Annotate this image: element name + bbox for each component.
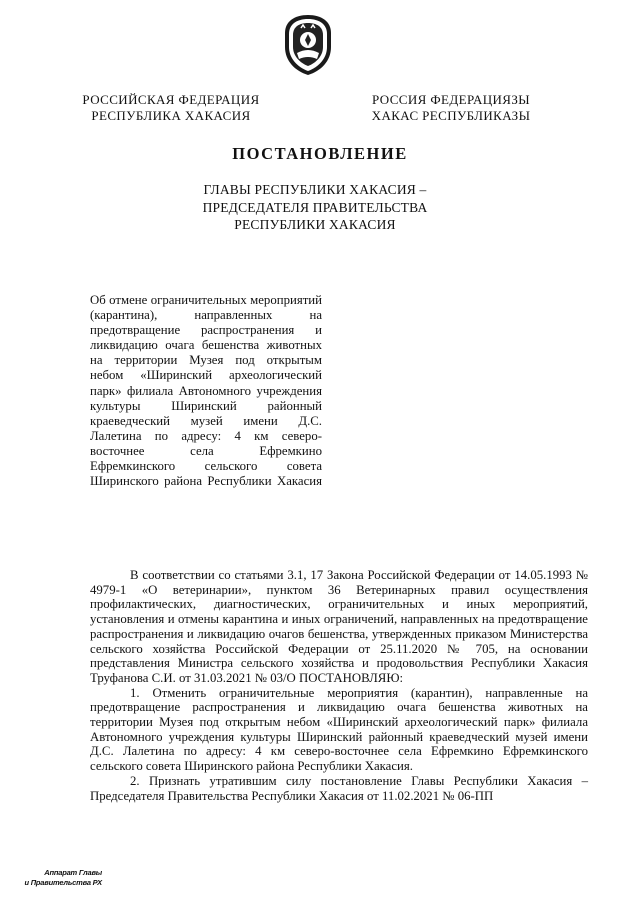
paragraph-item-2: 2. Признать утратившим силу постановление Главы Республики Хакасия – Председателя Правительства Республики Хакасия от 11.02.2021 № 06-ПП xyxy=(90,773,588,803)
header-right-line-1: РОССИЯ ФЕДЕРАЦИЯЗЫ xyxy=(371,92,531,107)
stamp-line-1: Аппарат Главы xyxy=(44,868,102,877)
subtitle-line-1: ГЛАВЫ РЕСПУБЛИКИ ХАКАСИЯ – xyxy=(203,182,427,197)
document-body xyxy=(90,568,588,803)
paragraph-preamble: В соответствии со статьями 3.1, 17 Закона Российской Федерации от 14.05.1993 № 4979-1 «О ветеринарии», пунктом 36 Ветеринарных правил осуществления профилактических, диагностических, ограничительных и иных мероприятий, установления и отмены карантина и иных ограничений, направленных на предотвращение распространения и ликвидацию очагов бешенства, утвержденных приказом Министерства сельского хозяйства Российской Федерации от 25.11.2020 № 705, на основании представления Министра сельского хозяйства и продовольствия Республики Хакасия Труфанова С.И. от 31.03.2021 № 03/О ПОСТАНОВЛЯЮ: xyxy=(90,568,588,685)
paragraph-item-1: 1. Отменить ограничительные мероприятия (карантин), направленные на предотвращение распространения и ликвидацию очага бешенства животных на территории Музея под открытым небом «Ширинский археологический парк» филиала Автономного учреждения культуры Ширинский районный краеведческий музей имени Д.С. Лалетина по адресу: 4 км северо-восточнее села Ефремкино Ефремкинского сельского совета Ширинского района Республики Хакасия. xyxy=(90,685,588,774)
subtitle-line-2: ПРЕДСЕДАТЕЛЯ ПРАВИТЕЛЬСТВА xyxy=(202,199,428,215)
header-right-line-2: ХАКАС РЕСПУБЛИКАЗЫ xyxy=(371,108,531,123)
header-left xyxy=(80,92,262,124)
stamp-line-2: и Правительства РХ xyxy=(24,877,102,887)
header-left-line-1: РОССИЙСКАЯ ФЕДЕРАЦИЯ xyxy=(82,92,260,107)
document-subject: Об отмене ограничительных мероприятий (карантина), направленных на предотвращение распространения и ликвидацию очага бешенства животных на территории Музея под открытым небом «Ширинский археологический парк» филиала Автономного учреждения культуры Ширинский районный краеведческий музей имени Д.С. Лалетина по адресу: 4 км северо-восточнее села Ефремкино Ефремкинского сельского совета Ширинского района Республики Хакасия xyxy=(90,293,322,489)
office-stamp xyxy=(12,868,102,887)
coat-of-arms-emblem xyxy=(281,13,335,77)
subtitle-line-3: РЕСПУБЛИКИ ХАКАСИЯ xyxy=(234,217,396,232)
header-right xyxy=(368,92,534,124)
document-subtitle xyxy=(150,181,480,234)
document-title: ПОСТАНОВЛЕНИЕ xyxy=(232,144,408,163)
header-left-line-2: РЕСПУБЛИКА ХАКАСИЯ xyxy=(91,108,251,123)
